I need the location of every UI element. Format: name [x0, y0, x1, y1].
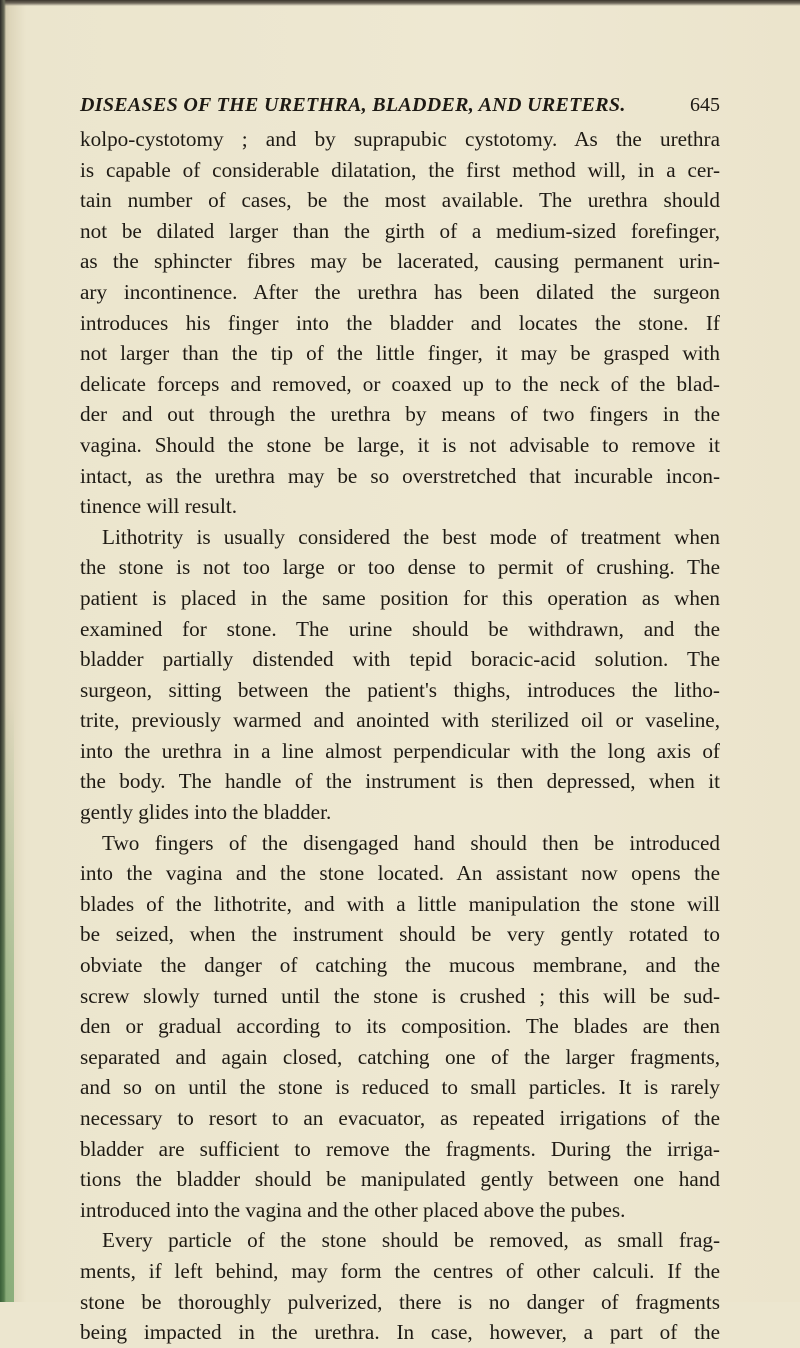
text-line: patient is placed in the same position for this operation as when [80, 585, 720, 610]
text-line: be seized, when the instrument should be very gently rotated to [80, 922, 720, 947]
text-line: intact, as the urethra may be so overstretched that incurable incon- [80, 463, 720, 488]
text-line: necessary to resort to an evacuator, as repeated irrigations of the [80, 1106, 720, 1130]
text-line: tions the bladder should be manipulated gently between one hand [80, 1167, 720, 1192]
text-line: vagina. Should the stone be large, it is not advisable to remove it [80, 432, 720, 457]
text-line: blades of the lithotrite, and with a little manipulation the stone will [80, 891, 720, 916]
text-line: den or gradual according to its composition. The blades are then [80, 1014, 720, 1039]
text-line: der and out through the urethra by means of two fingers in the [80, 402, 720, 427]
page-header [80, 92, 720, 118]
page-edge-discoloration [0, 700, 14, 1302]
text-line-paragraph-start: Two fingers of the disengaged hand should then be introduced [102, 830, 720, 855]
text-line-paragraph-end: tinence will result. [80, 494, 238, 519]
text-line: tain number of cases, be the most available. The urethra should [80, 188, 720, 213]
text-line: the stone is not too large or too dense to permit of crushing. The [80, 555, 720, 580]
text-line-paragraph-end: introduced into the vagina and the other placed above the pubes. [80, 1197, 626, 1222]
text-line: ments, if left behind, may form the centres of other calculi. If the [80, 1258, 720, 1283]
text-line: kolpo-cystotomy ; and by suprapubic cystotomy. As the urethra [80, 127, 720, 151]
text-line: surgeon, sitting between the patient's thighs, introduces the litho- [80, 677, 720, 702]
text-line-paragraph-end: gently glides into the bladder. [80, 800, 332, 825]
text-line: ary incontinence. After the urethra has been dilated the surgeon [80, 279, 720, 304]
text-line: and so on until the stone is reduced to small particles. It is rarely [80, 1075, 720, 1100]
text-line: into the vagina and the stone located. An assistant now opens the [80, 861, 720, 886]
text-line: into the urethra in a line almost perpendicular with the long axis of [80, 738, 720, 763]
text-line: obviate the danger of catching the mucous membrane, and the [80, 953, 720, 978]
text-line-paragraph-start: Every particle of the stone should be removed, as small frag- [102, 1228, 720, 1253]
text-line: as the sphincter fibres may be lacerated, causing permanent urin- [80, 249, 720, 274]
text-line: trite, previously warmed and anointed with sterilized oil or vaseline, [80, 708, 720, 733]
text-line: is capable of considerable dilatation, the first method will, in a cer- [80, 157, 720, 182]
text-line: separated and again closed, catching one of the larger fragments, [80, 1044, 720, 1069]
page-number: 645 [690, 94, 720, 116]
text-line: screw slowly turned until the stone is crushed ; this will be sud- [80, 983, 720, 1008]
text-line: bladder partially distended with tepid boracic-acid solution. The [80, 647, 720, 672]
text-line: being impacted in the urethra. In case, however, a part of the [80, 1320, 720, 1345]
text-line-paragraph-start: Lithotrity is usually considered the best mode of treatment when [102, 524, 720, 549]
text-line: introduces his finger into the bladder and locates the stone. If [80, 310, 720, 335]
text-line: the body. The handle of the instrument is then depressed, when it [80, 769, 720, 794]
text-line: not be dilated larger than the girth of a medium-sized forefinger, [80, 218, 720, 243]
running-head: DISEASES OF THE URETHRA, BLADDER, AND URETERS. [80, 94, 626, 116]
text-line: examined for stone. The urine should be withdrawn, and the [80, 616, 720, 641]
text-line: delicate forceps and removed, or coaxed up to the neck of the blad- [80, 371, 720, 396]
text-line: not larger than the tip of the little finger, it may be grasped with [80, 341, 720, 366]
text-line: stone be thoroughly pulverized, there is no danger of fragments [80, 1289, 720, 1314]
text-line: bladder are sufficient to remove the fragments. During the irriga- [80, 1136, 720, 1161]
body-text [80, 124, 720, 1348]
page-top-edge-shadow [0, 0, 800, 6]
